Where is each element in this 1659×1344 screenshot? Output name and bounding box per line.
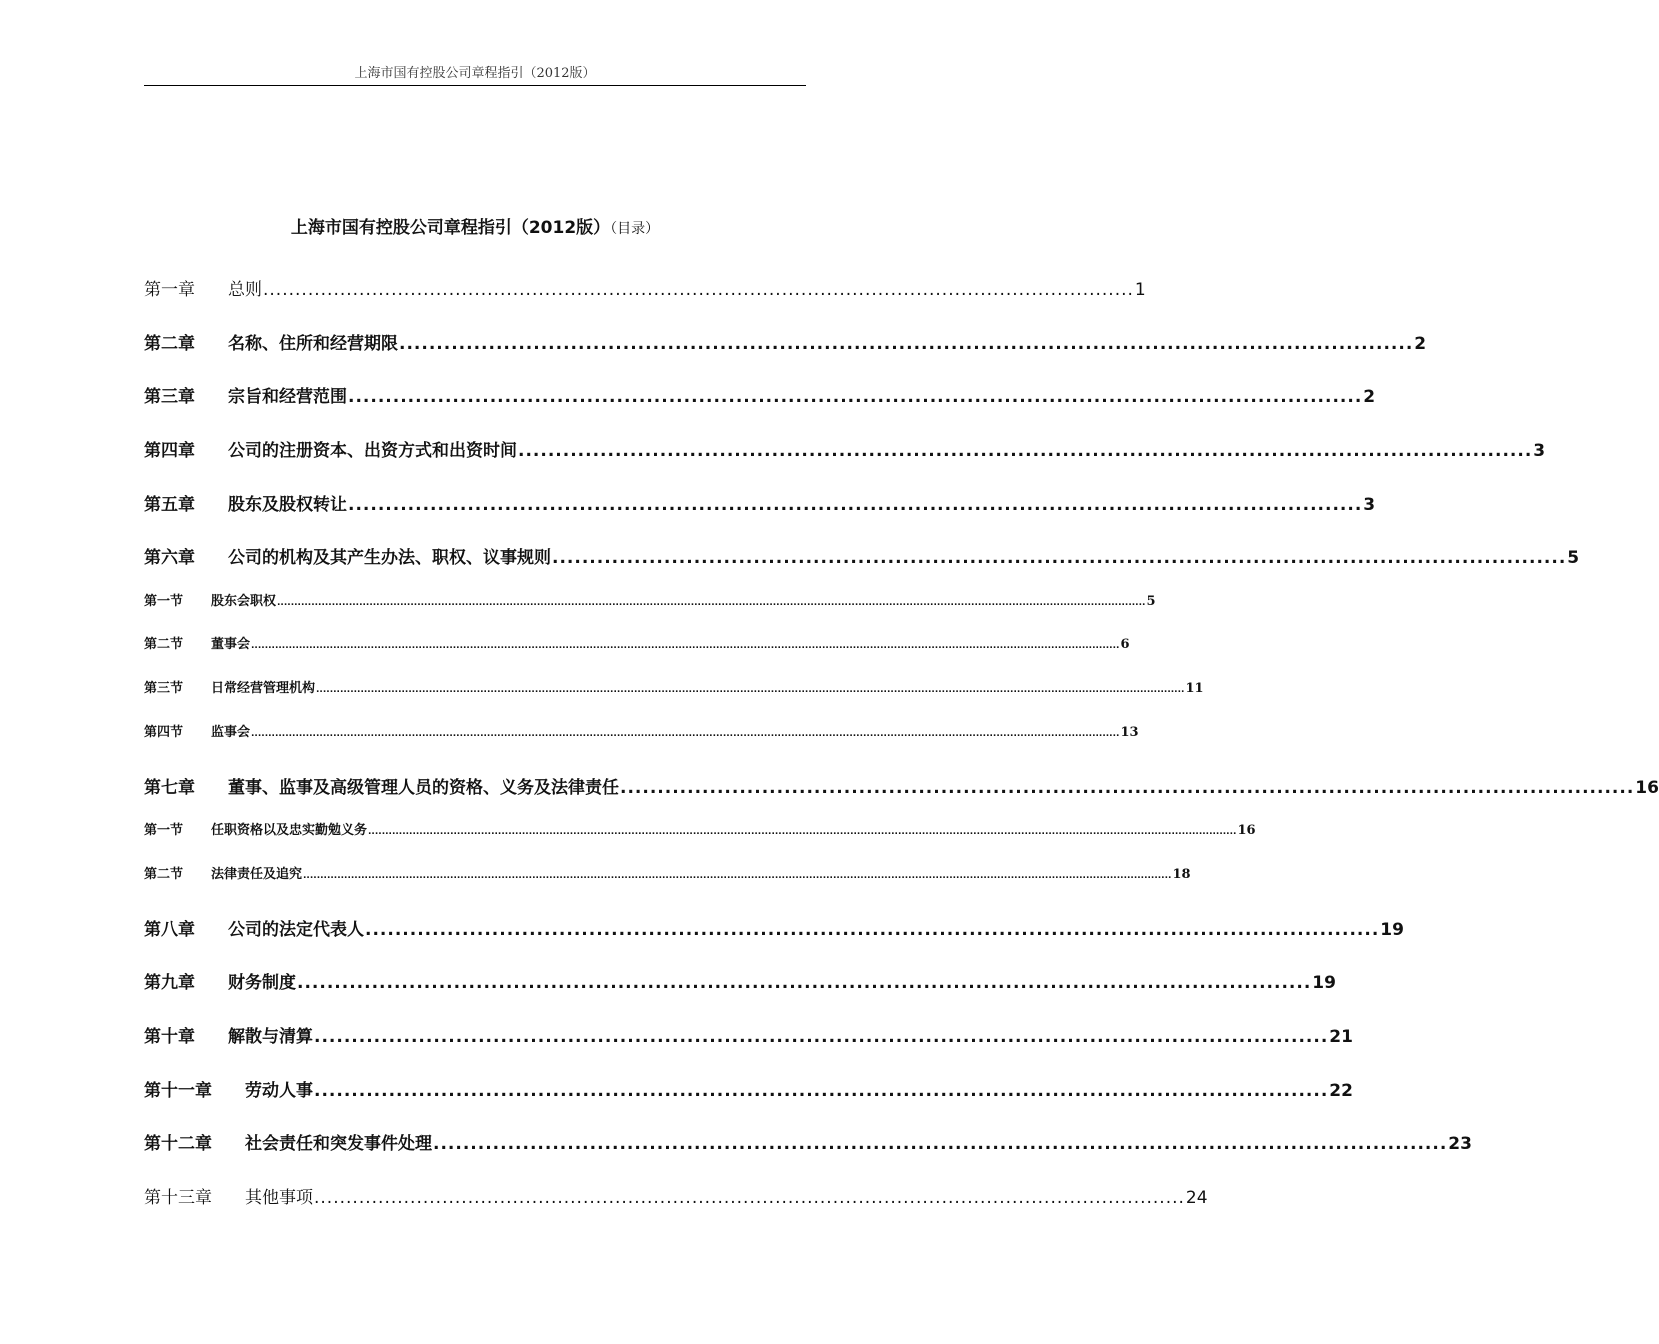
toc-entry-number: 第一章 (144, 280, 195, 300)
toc-entry-page: 11 (1185, 681, 1204, 696)
toc-entry-section-7-1[interactable] (144, 819, 1256, 839)
toc-leader-dots: ........................................................................................................................................ (263, 280, 1134, 300)
running-header: 上海市国有控股公司章程指引（2012版） (354, 66, 596, 81)
toc-entry-title: 公司的法定代表人 (228, 920, 364, 940)
toc-entry-number: 第一节 (144, 823, 184, 838)
toc-leader-dots: ........................................................................................................................................ (620, 778, 1635, 798)
toc-entry-number: 第十一章 (144, 1081, 212, 1101)
title-sub: （目录） (610, 221, 660, 237)
toc-leader-dots: .............................................................................................................................................................................................................................................................. (316, 685, 1185, 695)
toc-entry-title: 其他事项 (245, 1188, 313, 1208)
toc-entry-title: 解散与清算 (228, 1027, 313, 1047)
toc-leader-dots: ........................................................................................................................................ (314, 1027, 1329, 1047)
toc-entry-title: 股东及股权转让 (228, 495, 347, 515)
toc-entry-page: 21 (1329, 1027, 1353, 1047)
toc-leader-dots: ........................................................................................................................................ (314, 1188, 1185, 1208)
toc-entry-page: 5 (1567, 548, 1580, 568)
toc-entry-number: 第二章 (144, 334, 195, 354)
toc-entry-page: 18 (1172, 867, 1191, 882)
toc-entry-chapter-11[interactable] (144, 1076, 1353, 1101)
toc-entry-number: 第六章 (144, 548, 195, 568)
toc-entry-number: 第四节 (144, 725, 184, 740)
toc-entry-page: 13 (1120, 725, 1139, 740)
toc-entry-chapter-4[interactable] (144, 436, 1546, 461)
toc-entry-title: 劳动人事 (245, 1081, 313, 1101)
toc-leader-dots: .............................................................................................................................................................................................................................................................. (368, 827, 1237, 837)
toc-entry-title: 社会责任和突发事件处理 (245, 1134, 432, 1154)
toc-entry-page: 1 (1134, 280, 1146, 300)
toc-leader-dots: ........................................................................................................................................ (518, 441, 1533, 461)
toc-entry-chapter-5[interactable] (144, 490, 1376, 515)
toc-entry-chapter-13[interactable] (144, 1183, 1208, 1208)
toc-entry-page: 2 (1363, 387, 1376, 407)
toc-entry-chapter-1[interactable] (144, 275, 1146, 300)
toc-entry-title: 总则 (228, 280, 262, 300)
toc-leader-dots: ........................................................................................................................................ (314, 1081, 1329, 1101)
toc-entry-page: 19 (1312, 973, 1336, 993)
toc-entry-title: 法律责任及追究 (211, 867, 303, 882)
toc-entry-chapter-9[interactable] (144, 968, 1336, 993)
toc-entry-number: 第四章 (144, 441, 195, 461)
toc-leader-dots: .............................................................................................................................................................................................................................................................. (277, 598, 1146, 608)
toc-entry-number: 第七章 (144, 778, 195, 798)
toc-entry-section-6-4[interactable] (144, 721, 1139, 741)
toc-entry-page: 22 (1329, 1081, 1353, 1101)
toc-entry-title: 日常经营管理机构 (211, 681, 316, 696)
toc-entry-title: 董事会 (211, 637, 251, 652)
toc-entry-number: 第十章 (144, 1027, 195, 1047)
toc-entry-title: 监事会 (211, 725, 251, 740)
toc-entry-page: 16 (1635, 778, 1659, 798)
toc-entry-number: 第二节 (144, 637, 184, 652)
toc-entry-section-6-2[interactable] (144, 633, 1130, 653)
toc-entry-page: 16 (1237, 823, 1256, 838)
toc-entry-title: 股东会职权 (211, 594, 277, 609)
toc-entry-chapter-2[interactable] (144, 329, 1427, 354)
toc-entry-title: 公司的机构及其产生办法、职权、议事规则 (228, 548, 551, 568)
toc-leader-dots: .............................................................................................................................................................................................................................................................. (251, 729, 1120, 739)
header-rule (144, 85, 806, 86)
toc-leader-dots: .............................................................................................................................................................................................................................................................. (303, 871, 1172, 881)
toc-entry-page: 3 (1363, 495, 1376, 515)
toc-entry-title: 名称、住所和经营期限 (228, 334, 398, 354)
toc-entry-chapter-12[interactable] (144, 1129, 1472, 1154)
toc-entry-page: 23 (1448, 1134, 1472, 1154)
toc-leader-dots: ........................................................................................................................................ (552, 548, 1567, 568)
toc-entry-page: 3 (1533, 441, 1546, 461)
toc-entry-chapter-7[interactable] (144, 773, 1659, 798)
toc-leader-dots: ........................................................................................................................................ (365, 920, 1380, 940)
toc-entry-number: 第一节 (144, 594, 184, 609)
toc-entry-title: 任职资格以及忠实勤勉义务 (211, 823, 368, 838)
toc-entry-number: 第十三章 (144, 1188, 212, 1208)
toc-entry-page: 6 (1120, 637, 1130, 652)
toc-entry-chapter-10[interactable] (144, 1022, 1353, 1047)
toc-entry-title: 财务制度 (228, 973, 296, 993)
toc-entry-page: 24 (1185, 1188, 1208, 1208)
toc-entry-number: 第九章 (144, 973, 195, 993)
toc-entry-number: 第二节 (144, 867, 184, 882)
toc-entry-section-7-2[interactable] (144, 863, 1191, 883)
toc-entry-title: 董事、监事及高级管理人员的资格、义务及法律责任 (228, 778, 619, 798)
toc-entry-number: 第三章 (144, 387, 195, 407)
toc-entry-section-6-1[interactable] (144, 590, 1156, 610)
toc-entry-section-6-3[interactable] (144, 677, 1204, 697)
toc-entry-number: 第八章 (144, 920, 195, 940)
toc-entry-chapter-6[interactable] (144, 543, 1580, 568)
toc-entry-number: 第三节 (144, 681, 184, 696)
toc-leader-dots: ........................................................................................................................................ (399, 334, 1414, 354)
toc-leader-dots: ........................................................................................................................................ (297, 973, 1312, 993)
toc-entry-chapter-3[interactable] (144, 382, 1376, 407)
toc-leader-dots: ........................................................................................................................................ (348, 495, 1363, 515)
toc-entry-number: 第五章 (144, 495, 195, 515)
document-title (144, 213, 806, 238)
toc-leader-dots: .............................................................................................................................................................................................................................................................. (251, 641, 1120, 651)
toc-entry-title: 公司的注册资本、出资方式和出资时间 (228, 441, 517, 461)
title-main: 上海市国有控股公司章程指引（2012版） (290, 218, 611, 238)
toc-entry-page: 19 (1380, 920, 1404, 940)
toc-entry-title: 宗旨和经营范围 (228, 387, 347, 407)
toc-entry-number: 第十二章 (144, 1134, 212, 1154)
toc-entry-chapter-8[interactable] (144, 915, 1404, 940)
toc-leader-dots: ........................................................................................................................................ (348, 387, 1363, 407)
toc-leader-dots: ........................................................................................................................................ (433, 1134, 1448, 1154)
toc-entry-page: 5 (1146, 594, 1156, 609)
toc-entry-page: 2 (1414, 334, 1427, 354)
